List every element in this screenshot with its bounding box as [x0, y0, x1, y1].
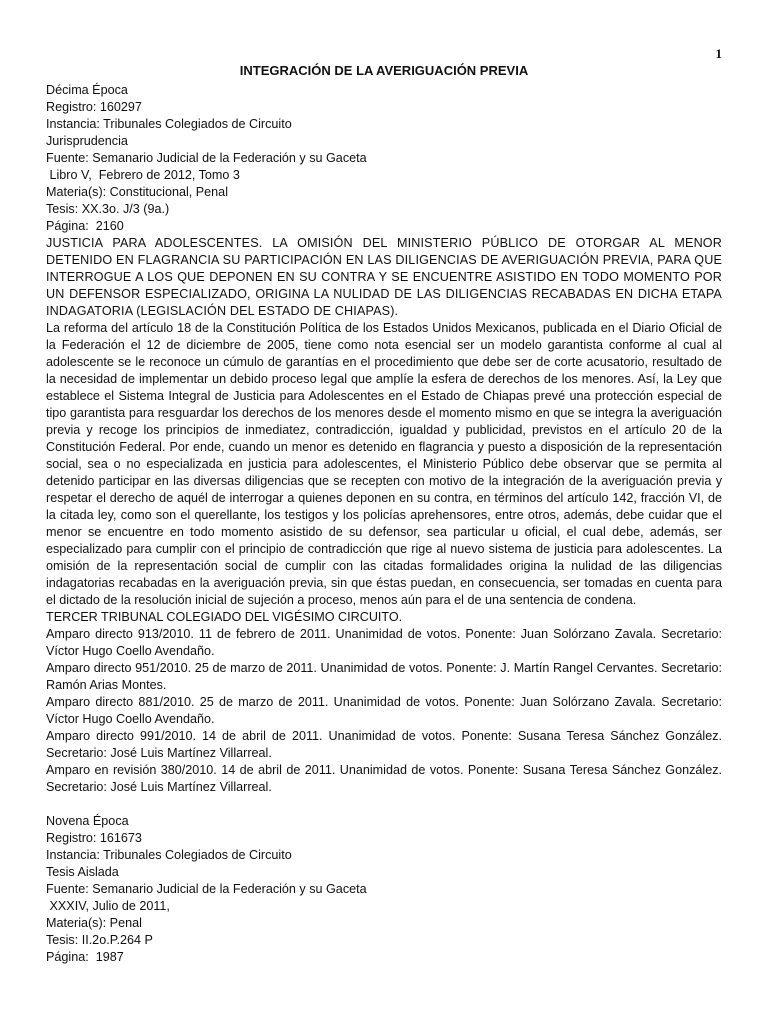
entry2-materia: Materia(s): Penal — [46, 916, 142, 930]
precedent-item: Amparo directo 881/2010. 25 de marzo de 2011. Unanimidad de votos. Ponente: Juan Solórzano Zavala. Secretario: Víctor Hugo Coello Avendaño. — [46, 695, 722, 726]
precedent-item: Amparo directo 913/2010. 11 de febrero de 2011. Unanimidad de votos. Ponente: Juan Solórzano Zavala. Secretario: Víctor Hugo Coello Avendaño. — [46, 627, 722, 658]
section-gap — [46, 796, 722, 813]
entry1-instancia: Instancia: Tribunales Colegiados de Circuito — [46, 117, 292, 131]
document-title: INTEGRACIÓN DE LA AVERIGUACIÓN PREVIA — [239, 63, 529, 78]
entry2-registro: Registro: 161673 — [46, 831, 142, 845]
entry2-tipo: Tesis Aislada — [46, 865, 119, 879]
entry2-libro: XXXIV, Julio de 2011, — [46, 899, 170, 913]
entry1-rubro: JUSTICIA PARA ADOLESCENTES. LA OMISIÓN DEL MINISTERIO PÚBLICO DE OTORGAR AL MENOR DETENIDO EN FLAGRANCIA SU PARTICIPACIÓN EN LAS DILIGENCIAS DE AVERIGUACIÓN PREVIA, PARA QUE INTERROGUE A LOS QUE DEPONEN EN SU CONTRA Y SE ENCUENTRE ASISTIDO EN TODO MOMENTO POR UN DEFENSOR ESPECIALIZADO, ORIGINA LA NULIDAD DE LAS DILIGENCIAS RECABADAS EN DICHA ETAPA INDAGATORIA (LEGISLACIÓN DEL ESTADO DE CHIAPAS). — [46, 236, 722, 318]
document-body — [46, 62, 722, 966]
entry1-tesis: Tesis: XX.3o. J/3 (9a.) — [46, 202, 170, 216]
entry2-fuente: Fuente: Semanario Judicial de la Federación y su Gaceta — [46, 882, 367, 896]
entry1-tribunal: TERCER TRIBUNAL COLEGIADO DEL VIGÉSIMO CIRCUITO. — [46, 610, 403, 624]
entry1-libro: Libro V, Febrero de 2012, Tomo 3 — [46, 168, 240, 182]
entry2-epoca: Novena Época — [46, 814, 129, 828]
precedent-item: Amparo en revisión 380/2010. 14 de abril de 2011. Unanimidad de votos. Ponente: Susana Teresa Sánchez González. Secretario: José Luis Martínez Villarreal. — [46, 763, 722, 794]
entry1-tipo: Jurisprudencia — [46, 134, 128, 148]
entry1-epoca: Décima Época — [46, 83, 128, 97]
entry1-texto: La reforma del artículo 18 de la Constitución Política de los Estados Unidos Mexicanos, publicada en el Diario Oficial de la Federación el 12 de diciembre de 2005, tiene como nota esencial ser un modelo garantista conforme al cual al adolescente se le reconoce un cúmulo de garantías en el procedimiento que debe ser de corte acusatorio, resultado de la necesidad de implementar un debido proceso legal que amplíe la esfera de derechos de los menores. Así, la Ley que establece el Sistema Integral de Justicia para Adolescentes en el Estado de Chiapas prevé una protección especial de tipo garantista para resguardar los derechos de los menores desde el momento mismo en que se integra la averiguación previa y recoge los principios de inmediatez, contradicción, igualdad y publicidad, previstos en el artículo 20 de la Constitución Federal. Por ende, cuando un menor es detenido en flagrancia y puesto a disposición de la representación social, sea o no especializada en justicia para adolescentes, el Ministerio Público debe observar que se permita al detenido participar en las diversas diligencias que se recepten con motivo de la integración de la averiguación previa y respetar el derecho de aquél de interrogar a quienes deponen en su contra, en términos del artículo 142, fracción VI, de la citada ley, como son el querellante, los testigos y los policías aprehensores, entre otros, además, debe cuidar que el menor se encuentre en todo momento asistido de su defensor, sea particular u oficial, el cual debe, además, ser especializado para cumplir con el principio de contradicción que rige al nuevo sistema de justicia para adolescentes. La omisión de la representación social de cumplir con las citadas formalidades origina la nulidad de las diligencias indagatorias recabadas en la averiguación previa, sin que éstas puedan, en consecuencia, ser tomadas en cuenta para el dictado de la resolución inicial de sujeción a proceso, menos aún para el de una sentencia de condena. — [46, 321, 722, 607]
page-number: 1 — [715, 46, 722, 61]
entry2-tesis: Tesis: II.2o.P.264 P — [46, 933, 153, 947]
entry1-materia: Materia(s): Constitucional, Penal — [46, 185, 228, 199]
entry1-pagina: Página: 2160 — [46, 219, 124, 233]
entry1-registro: Registro: 160297 — [46, 100, 142, 114]
entry2-pagina: Página: 1987 — [46, 950, 124, 964]
entry1-fuente: Fuente: Semanario Judicial de la Federación y su Gaceta — [46, 151, 367, 165]
entry2-instancia: Instancia: Tribunales Colegiados de Circuito — [46, 848, 292, 862]
precedent-item: Amparo directo 991/2010. 14 de abril de 2011. Unanimidad de votos. Ponente: Susana Teresa Sánchez González. Secretario: José Luis Martínez Villarreal. — [46, 729, 722, 760]
precedent-item: Amparo directo 951/2010. 25 de marzo de 2011. Unanimidad de votos. Ponente: J. Martín Rangel Cervantes. Secretario: Ramón Arias Montes. — [46, 661, 722, 692]
